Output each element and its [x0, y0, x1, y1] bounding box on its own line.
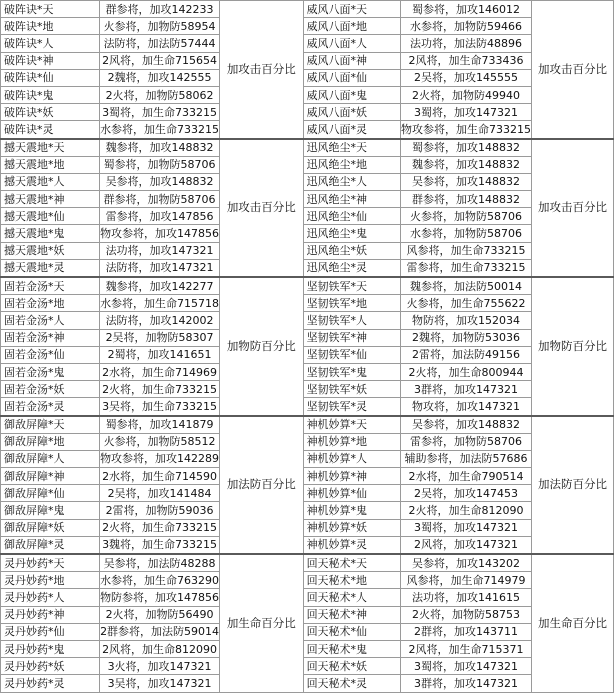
- right-skill-value: 群参将，加攻148832: [401, 191, 532, 208]
- left-skill-value: 物攻参将，加攻142289: [100, 450, 220, 467]
- table-row: [1, 295, 614, 312]
- table-row: [1, 572, 614, 589]
- left-skill-name: 破阵诀*妖: [1, 104, 100, 121]
- table-row: [1, 536, 614, 554]
- left-skill-name: 御敌屏障*鬼: [1, 502, 100, 519]
- left-skill-value: 2雷将，加物防59036: [100, 502, 220, 519]
- right-skill-value: 雷参将，加物防58706: [401, 433, 532, 450]
- left-skill-name: 撼天震地*天: [1, 139, 100, 157]
- left-skill-name: 破阵诀*灵: [1, 121, 100, 139]
- left-skill-value: 2火将，加物防58062: [100, 86, 220, 103]
- right-skill-value: 3蜀将，加攻147321: [401, 519, 532, 536]
- right-skill-name: 迅风绝尘*鬼: [303, 225, 400, 242]
- left-skill-name: 固若金汤*鬼: [1, 363, 100, 380]
- right-skill-name: 坚韧铁军*人: [303, 312, 400, 329]
- left-skill-name: 固若金汤*人: [1, 312, 100, 329]
- left-skill-name: 灵丹妙药*灵: [1, 675, 100, 692]
- right-skill-name: 神机妙算*鬼: [303, 502, 400, 519]
- right-skill-name: 回天秘术*鬼: [303, 640, 400, 657]
- table-row: [1, 225, 614, 242]
- table-row: [1, 675, 614, 692]
- right-skill-value: 火参将，加生命755622: [401, 295, 532, 312]
- left-group-bonus: 加攻击百分比: [220, 139, 304, 278]
- right-skill-name: 迅风绝尘*仙: [303, 208, 400, 225]
- right-skill-value: 2群将，加攻143711: [401, 623, 532, 640]
- right-group-bonus: 加物防百分比: [532, 277, 614, 416]
- left-skill-name: 御敌屏障*神: [1, 468, 100, 485]
- table-row: [1, 433, 614, 450]
- table-row: [1, 1, 614, 18]
- right-skill-value: 2火将，加物防49940: [401, 86, 532, 103]
- right-skill-name: 坚韧铁军*神: [303, 329, 400, 346]
- left-skill-name: 撼天震地*仙: [1, 208, 100, 225]
- left-skill-name: 撼天震地*神: [1, 191, 100, 208]
- right-skill-name: 迅风绝尘*妖: [303, 242, 400, 259]
- right-skill-value: 水参将，加物防58706: [401, 225, 532, 242]
- right-group-bonus: 加法防百分比: [532, 416, 614, 555]
- table-row: [1, 346, 614, 363]
- right-skill-name: 坚韧铁军*鬼: [303, 363, 400, 380]
- right-skill-name: 回天秘术*人: [303, 589, 400, 606]
- right-skill-name: 回天秘术*神: [303, 606, 400, 623]
- table-row: [1, 191, 614, 208]
- table-row: [1, 658, 614, 675]
- left-skill-name: 灵丹妙药*鬼: [1, 640, 100, 657]
- table-row: [1, 104, 614, 121]
- left-skill-value: 2水将，加生命714590: [100, 468, 220, 485]
- left-skill-value: 2群参将，加法防59014: [100, 623, 220, 640]
- left-skill-name: 撼天震地*人: [1, 173, 100, 190]
- right-skill-value: 水参将，加物防59466: [401, 18, 532, 35]
- table-row: [1, 485, 614, 502]
- left-skill-value: 雷参将，加攻147856: [100, 208, 220, 225]
- left-skill-value: 法功将，加攻147321: [100, 242, 220, 259]
- left-skill-value: 火参将，加物防58954: [100, 18, 220, 35]
- left-skill-value: 3火将，加攻147321: [100, 658, 220, 675]
- table-row: [1, 468, 614, 485]
- right-skill-name: 神机妙算*地: [303, 433, 400, 450]
- right-skill-value: 2风将，加攻147321: [401, 536, 532, 554]
- right-skill-value: 2吴将，加攻147453: [401, 485, 532, 502]
- table-row: [1, 156, 614, 173]
- left-group-bonus: 加攻击百分比: [220, 1, 304, 139]
- left-group-bonus: 加法防百分比: [220, 416, 304, 555]
- left-skill-value: 物防参将，加攻147856: [100, 589, 220, 606]
- right-skill-value: 蜀参将，加攻148832: [401, 139, 532, 157]
- left-skill-name: 御敌屏障*地: [1, 433, 100, 450]
- left-skill-name: 破阵诀*仙: [1, 69, 100, 86]
- left-skill-value: 3吴将，加攻147321: [100, 675, 220, 692]
- right-skill-name: 迅风绝尘*神: [303, 191, 400, 208]
- left-skill-value: 2水将，加生命714969: [100, 363, 220, 380]
- left-skill-name: 御敌屏障*天: [1, 416, 100, 434]
- left-skill-value: 群参将，加攻142233: [100, 1, 220, 18]
- left-skill-name: 破阵诀*鬼: [1, 86, 100, 103]
- right-skill-name: 威风八面*人: [303, 35, 400, 52]
- right-group-bonus: 加攻击百分比: [532, 139, 614, 278]
- right-skill-value: 法功将，加攻141615: [401, 589, 532, 606]
- left-skill-value: 吴参将，加法防48288: [100, 554, 220, 572]
- left-group-bonus: 加生命百分比: [220, 554, 304, 692]
- left-skill-name: 御敌屏障*仙: [1, 485, 100, 502]
- left-skill-value: 2火将，加生命733215: [100, 519, 220, 536]
- left-skill-value: 蜀参将，加攻141879: [100, 416, 220, 434]
- table-row: [1, 86, 614, 103]
- left-skill-value: 2火将，加物防56490: [100, 606, 220, 623]
- left-skill-value: 物攻参将，加攻147856: [100, 225, 220, 242]
- left-skill-value: 吴参将，加攻148832: [100, 173, 220, 190]
- table-row: [1, 381, 614, 398]
- table-row: [1, 208, 614, 225]
- right-skill-name: 迅风绝尘*天: [303, 139, 400, 157]
- right-skill-name: 威风八面*灵: [303, 121, 400, 139]
- left-skill-name: 灵丹妙药*人: [1, 589, 100, 606]
- table-row: [1, 69, 614, 86]
- left-skill-name: 灵丹妙药*地: [1, 572, 100, 589]
- left-skill-value: 水参将，加生命763290: [100, 572, 220, 589]
- right-skill-value: 吴参将，加攻143202: [401, 554, 532, 572]
- right-skill-value: 2风将，加生命715371: [401, 640, 532, 657]
- left-skill-value: 2火将，加生命733215: [100, 381, 220, 398]
- left-skill-value: 群参将，加物防58706: [100, 191, 220, 208]
- left-skill-value: 2魏将，加攻142555: [100, 69, 220, 86]
- right-skill-value: 物防将，加攻152034: [401, 312, 532, 329]
- left-skill-value: 火参将，加物防58512: [100, 433, 220, 450]
- right-skill-name: 迅风绝尘*灵: [303, 259, 400, 277]
- right-skill-value: 2吴将，加攻145555: [401, 69, 532, 86]
- right-skill-value: 魏参将，加法防50014: [401, 277, 532, 295]
- right-skill-name: 威风八面*仙: [303, 69, 400, 86]
- left-skill-name: 撼天震地*地: [1, 156, 100, 173]
- left-skill-name: 固若金汤*灵: [1, 398, 100, 416]
- table-row: [1, 121, 614, 139]
- left-skill-name: 破阵诀*地: [1, 18, 100, 35]
- left-skill-name: 灵丹妙药*妖: [1, 658, 100, 675]
- right-group-bonus: 加攻击百分比: [532, 1, 614, 139]
- left-skill-name: 固若金汤*仙: [1, 346, 100, 363]
- table-row: [1, 606, 614, 623]
- right-skill-name: 回天秘术*天: [303, 554, 400, 572]
- table-row: [1, 242, 614, 259]
- right-group-bonus: 加生命百分比: [532, 554, 614, 692]
- table-row: [1, 554, 614, 572]
- table-row: [1, 363, 614, 380]
- right-skill-name: 威风八面*地: [303, 18, 400, 35]
- right-skill-name: 威风八面*鬼: [303, 86, 400, 103]
- right-skill-name: 回天秘术*仙: [303, 623, 400, 640]
- left-skill-value: 法防将，加攻142002: [100, 312, 220, 329]
- right-skill-name: 神机妙算*仙: [303, 485, 400, 502]
- right-skill-name: 神机妙算*人: [303, 450, 400, 467]
- table-row: [1, 589, 614, 606]
- right-skill-name: 迅风绝尘*地: [303, 156, 400, 173]
- right-skill-value: 法功将，加法防48896: [401, 35, 532, 52]
- left-skill-value: 2风将，加生命715654: [100, 52, 220, 69]
- right-skill-name: 神机妙算*灵: [303, 536, 400, 554]
- right-skill-value: 2风将，加生命733436: [401, 52, 532, 69]
- left-skill-name: 御敌屏障*妖: [1, 519, 100, 536]
- table-row: [1, 18, 614, 35]
- left-skill-value: 水参将，加生命733215: [100, 121, 220, 139]
- right-skill-name: 回天秘术*灵: [303, 675, 400, 692]
- table-row: [1, 398, 614, 416]
- right-skill-value: 蜀参将，加攻146012: [401, 1, 532, 18]
- left-skill-value: 2风将，加生命812090: [100, 640, 220, 657]
- right-skill-value: 吴参将，加攻148832: [401, 416, 532, 434]
- left-skill-name: 破阵诀*天: [1, 1, 100, 18]
- right-skill-value: 3群将，加攻147321: [401, 381, 532, 398]
- right-skill-name: 回天秘术*妖: [303, 658, 400, 675]
- right-skill-name: 神机妙算*天: [303, 416, 400, 434]
- left-skill-value: 魏参将，加攻148832: [100, 139, 220, 157]
- right-skill-value: 火参将，加物防58706: [401, 208, 532, 225]
- left-skill-value: 2吴将，加物防58307: [100, 329, 220, 346]
- left-skill-name: 灵丹妙药*仙: [1, 623, 100, 640]
- left-skill-value: 法防将，加法防57444: [100, 35, 220, 52]
- left-skill-name: 撼天震地*灵: [1, 259, 100, 277]
- right-skill-value: 风参将，加生命733215: [401, 242, 532, 259]
- right-skill-value: 物攻将，加攻147321: [401, 398, 532, 416]
- left-skill-name: 破阵诀*神: [1, 52, 100, 69]
- right-skill-name: 坚韧铁军*天: [303, 277, 400, 295]
- left-skill-name: 固若金汤*天: [1, 277, 100, 295]
- left-skill-name: 固若金汤*神: [1, 329, 100, 346]
- right-skill-name: 迅风绝尘*人: [303, 173, 400, 190]
- right-skill-value: 吴参将，加攻148832: [401, 173, 532, 190]
- left-skill-value: 2蜀将，加攻141651: [100, 346, 220, 363]
- left-skill-value: 2吴将，加攻141484: [100, 485, 220, 502]
- left-skill-value: 法防将，加攻147321: [100, 259, 220, 277]
- right-skill-name: 威风八面*神: [303, 52, 400, 69]
- right-skill-value: 风参将，加生命714979: [401, 572, 532, 589]
- left-skill-value: 3吴将，加生命733215: [100, 398, 220, 416]
- table-row: [1, 329, 614, 346]
- left-skill-name: 灵丹妙药*天: [1, 554, 100, 572]
- table-row: [1, 416, 614, 434]
- right-skill-value: 雷参将，加生命733215: [401, 259, 532, 277]
- left-skill-name: 破阵诀*人: [1, 35, 100, 52]
- left-group-bonus: 加物防百分比: [220, 277, 304, 416]
- table-row: [1, 52, 614, 69]
- right-skill-name: 坚韧铁军*地: [303, 295, 400, 312]
- table-row: [1, 502, 614, 519]
- table-row: [1, 450, 614, 467]
- right-skill-value: 3群将，加攻147321: [401, 675, 532, 692]
- table-row: [1, 519, 614, 536]
- right-skill-value: 2魏将，加物防53036: [401, 329, 532, 346]
- right-skill-name: 回天秘术*地: [303, 572, 400, 589]
- right-skill-name: 坚韧铁军*妖: [303, 381, 400, 398]
- left-skill-value: 魏参将，加攻142277: [100, 277, 220, 295]
- left-skill-value: 水参将，加生命715718: [100, 295, 220, 312]
- left-skill-name: 灵丹妙药*神: [1, 606, 100, 623]
- table-row: [1, 640, 614, 657]
- right-skill-value: 3蜀将，加攻147321: [401, 658, 532, 675]
- left-skill-name: 御敌屏障*人: [1, 450, 100, 467]
- right-skill-name: 坚韧铁军*仙: [303, 346, 400, 363]
- right-skill-value: 2火将，加物防58753: [401, 606, 532, 623]
- right-skill-value: 2雷将，加法防49156: [401, 346, 532, 363]
- left-skill-name: 撼天震地*妖: [1, 242, 100, 259]
- left-skill-name: 固若金汤*地: [1, 295, 100, 312]
- left-skill-value: 3蜀将，加生命733215: [100, 104, 220, 121]
- right-skill-value: 2水将，加生命790514: [401, 468, 532, 485]
- right-skill-name: 威风八面*妖: [303, 104, 400, 121]
- left-skill-value: 蜀参将，加物防58706: [100, 156, 220, 173]
- left-skill-value: 3魏将，加生命733215: [100, 536, 220, 554]
- right-skill-name: 神机妙算*妖: [303, 519, 400, 536]
- table-row: [1, 312, 614, 329]
- table-row: [1, 623, 614, 640]
- table-row: [1, 277, 614, 295]
- table-row: [1, 173, 614, 190]
- right-skill-name: 坚韧铁军*灵: [303, 398, 400, 416]
- right-skill-value: 辅助参将，加法防57686: [401, 450, 532, 467]
- right-skill-value: 3蜀将，加攻147321: [401, 104, 532, 121]
- table-row: [1, 35, 614, 52]
- table-row: [1, 259, 614, 277]
- right-skill-value: 2火将，加生命812090: [401, 502, 532, 519]
- right-skill-value: 2火将，加生命800944: [401, 363, 532, 380]
- right-skill-name: 神机妙算*神: [303, 468, 400, 485]
- left-skill-name: 固若金汤*妖: [1, 381, 100, 398]
- left-skill-name: 撼天震地*鬼: [1, 225, 100, 242]
- right-skill-value: 物攻参将，加生命733215: [401, 121, 532, 139]
- right-skill-name: 威风八面*天: [303, 1, 400, 18]
- table-row: [1, 139, 614, 157]
- right-skill-value: 魏参将，加攻148832: [401, 156, 532, 173]
- left-skill-name: 御敌屏障*灵: [1, 536, 100, 554]
